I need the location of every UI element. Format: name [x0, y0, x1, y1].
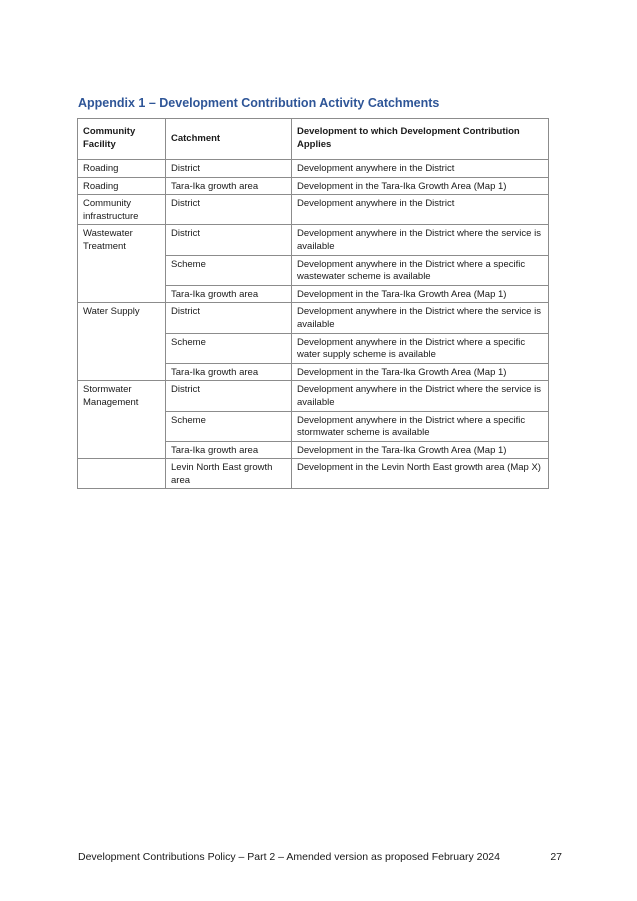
catchment-cell: Scheme — [166, 333, 292, 363]
page-footer — [78, 851, 562, 863]
catchment-cell: Scheme — [166, 411, 292, 441]
applies-cell: Development anywhere in the District where a specific water supply scheme is available — [292, 333, 549, 363]
facility-cell: Wastewater Treatment — [78, 225, 166, 303]
catchment-cell: Levin North East growth area — [166, 459, 292, 489]
table-row — [78, 303, 549, 333]
table-row — [78, 195, 549, 225]
catchment-cell: District — [166, 160, 292, 178]
facility-cell: Community infrastructure — [78, 195, 166, 225]
applies-cell: Development in the Tara-Ika Growth Area (Map 1) — [292, 363, 549, 381]
catchment-cell: Tara-Ika growth area — [166, 441, 292, 459]
header-development-applies: Development to which Development Contribution Applies — [292, 119, 549, 160]
table-row — [78, 177, 549, 195]
header-community-facility: Community Facility — [78, 119, 166, 160]
applies-cell: Development anywhere in the District where a specific wastewater scheme is available — [292, 255, 549, 285]
header-catchment: Catchment — [166, 119, 292, 160]
catchment-cell: District — [166, 195, 292, 225]
catchment-cell: Tara-Ika growth area — [166, 177, 292, 195]
facility-cell: Roading — [78, 160, 166, 178]
catchments-table — [77, 118, 549, 489]
page-number: 27 — [550, 851, 562, 863]
table-row — [78, 459, 549, 489]
applies-cell: Development anywhere in the District where the service is available — [292, 303, 549, 333]
applies-cell: Development in the Levin North East growth area (Map X) — [292, 459, 549, 489]
table-row — [78, 160, 549, 178]
applies-cell: Development anywhere in the District — [292, 160, 549, 178]
catchment-cell: Scheme — [166, 255, 292, 285]
table-row — [78, 225, 549, 255]
table-row — [78, 381, 549, 411]
catchment-cell: Tara-Ika growth area — [166, 285, 292, 303]
appendix-heading: Appendix 1 – Development Contribution Activity Catchments — [78, 96, 440, 110]
facility-cell: Stormwater Management — [78, 381, 166, 459]
footer-text: Development Contributions Policy – Part 2 – Amended version as proposed February 2024 — [78, 851, 500, 863]
applies-cell: Development anywhere in the District — [292, 195, 549, 225]
applies-cell: Development in the Tara-Ika Growth Area (Map 1) — [292, 441, 549, 459]
facility-cell — [78, 459, 166, 489]
catchment-cell: District — [166, 381, 292, 411]
table-header-row — [78, 119, 549, 160]
catchment-cell: Tara-Ika growth area — [166, 363, 292, 381]
applies-cell: Development anywhere in the District where a specific stormwater scheme is available — [292, 411, 549, 441]
applies-cell: Development in the Tara-Ika Growth Area (Map 1) — [292, 285, 549, 303]
applies-cell: Development anywhere in the District where the service is available — [292, 225, 549, 255]
catchment-cell: District — [166, 303, 292, 333]
applies-cell: Development in the Tara-Ika Growth Area (Map 1) — [292, 177, 549, 195]
facility-cell: Roading — [78, 177, 166, 195]
catchment-cell: District — [166, 225, 292, 255]
applies-cell: Development anywhere in the District where the service is available — [292, 381, 549, 411]
facility-cell: Water Supply — [78, 303, 166, 381]
